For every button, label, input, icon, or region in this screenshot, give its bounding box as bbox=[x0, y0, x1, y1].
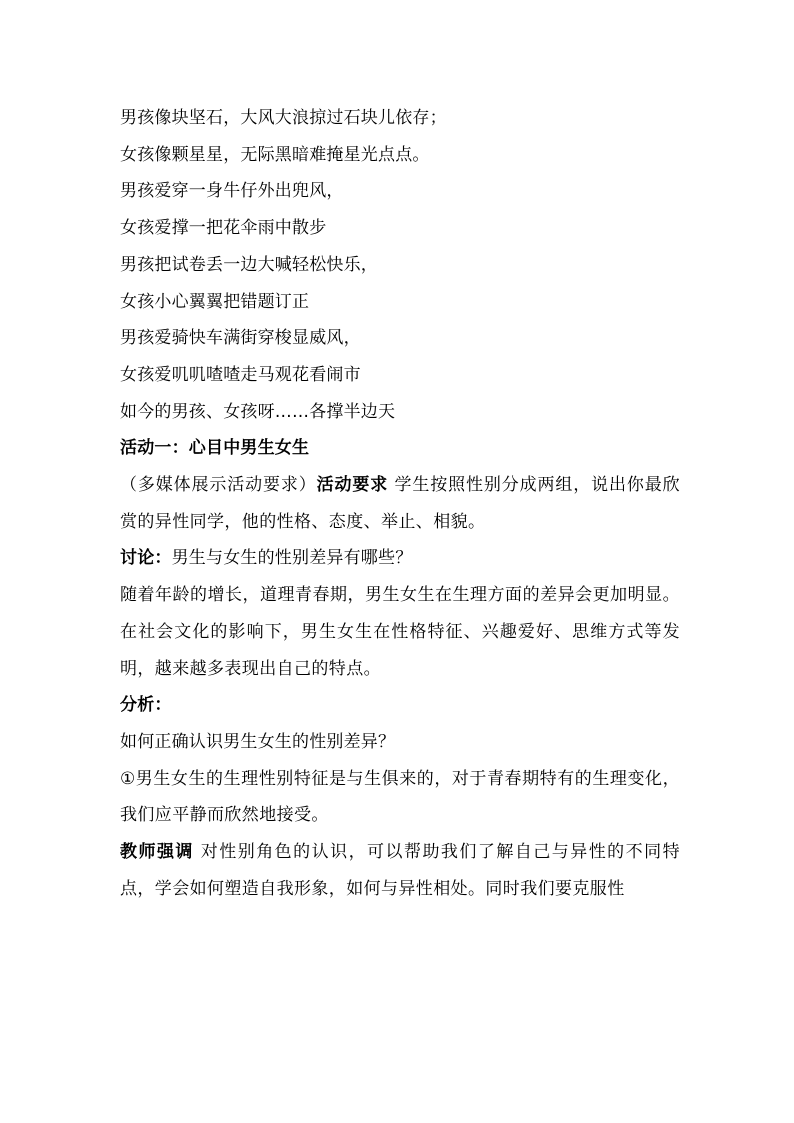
poem-line-9: 如今的男孩、女孩呀……各撑半边天 bbox=[120, 401, 396, 422]
activity-heading: 活动一：心目中男生女生 bbox=[120, 438, 310, 459]
analysis-question: 如何正确认识男生女生的性别差异？ bbox=[120, 731, 396, 752]
teacher-label: 教师强调 bbox=[120, 842, 194, 863]
poem-line-7: 男孩爱骑快车满街穿梭显威风， bbox=[120, 328, 361, 349]
teacher-paragraph bbox=[120, 834, 680, 907]
poem-line-4: 女孩爱撑一把花伞雨中散步 bbox=[120, 218, 327, 239]
analysis-label: 分析： bbox=[120, 695, 172, 716]
poem-line-8: 女孩爱叽叽喳喳走马观花看闹市 bbox=[120, 364, 361, 385]
poem-line-3: 男孩爱穿一身牛仔外出兜风， bbox=[120, 181, 344, 202]
teacher-text: 对性别角色的认识，可以帮助我们了解自己与异性的不同特点，学会如何塑造自我形象，如何与异性相处。同时我们要克服性 bbox=[120, 842, 681, 899]
poem-line-5: 男孩把试卷丢一边大喊轻松快乐， bbox=[120, 254, 378, 275]
activity-prefix: （多媒体展示活动要求） bbox=[120, 475, 317, 496]
activity-paragraph bbox=[120, 467, 680, 540]
discussion-body: 随着年龄的增长，道理青春期，男生女生在生理方面的差异会更加明显。在社会文化的影响下，男生女生在性格特征、兴趣爱好、思维方式等发明，越来越多表现出自己的特点。 bbox=[120, 585, 680, 679]
activity-text: 学生按照性别分成两组，说出你最欣赏的异性同学，他的性格、态度、举止、相貌。 bbox=[120, 475, 681, 532]
activity-label: 活动要求 bbox=[316, 475, 389, 496]
discussion-line bbox=[120, 540, 680, 577]
poem-line-1: 男孩像块坚石，大风大浪掠过石块儿依存； bbox=[120, 108, 447, 128]
discussion-label: 讨论： bbox=[120, 548, 172, 569]
document-body bbox=[120, 100, 680, 907]
poem-line-6: 女孩小心翼翼把错题订正 bbox=[120, 291, 310, 312]
discussion-question: 男生与女生的性别差异有哪些？ bbox=[171, 548, 413, 569]
analysis-point-1: ①男生女生的生理性别特征是与生俱来的，对于青春期特有的生理变化，我们应平静而欣然地接受。 bbox=[120, 768, 680, 826]
poem-line-2: 女孩像颗星星，无际黑暗难掩星光点点。 bbox=[120, 144, 430, 165]
